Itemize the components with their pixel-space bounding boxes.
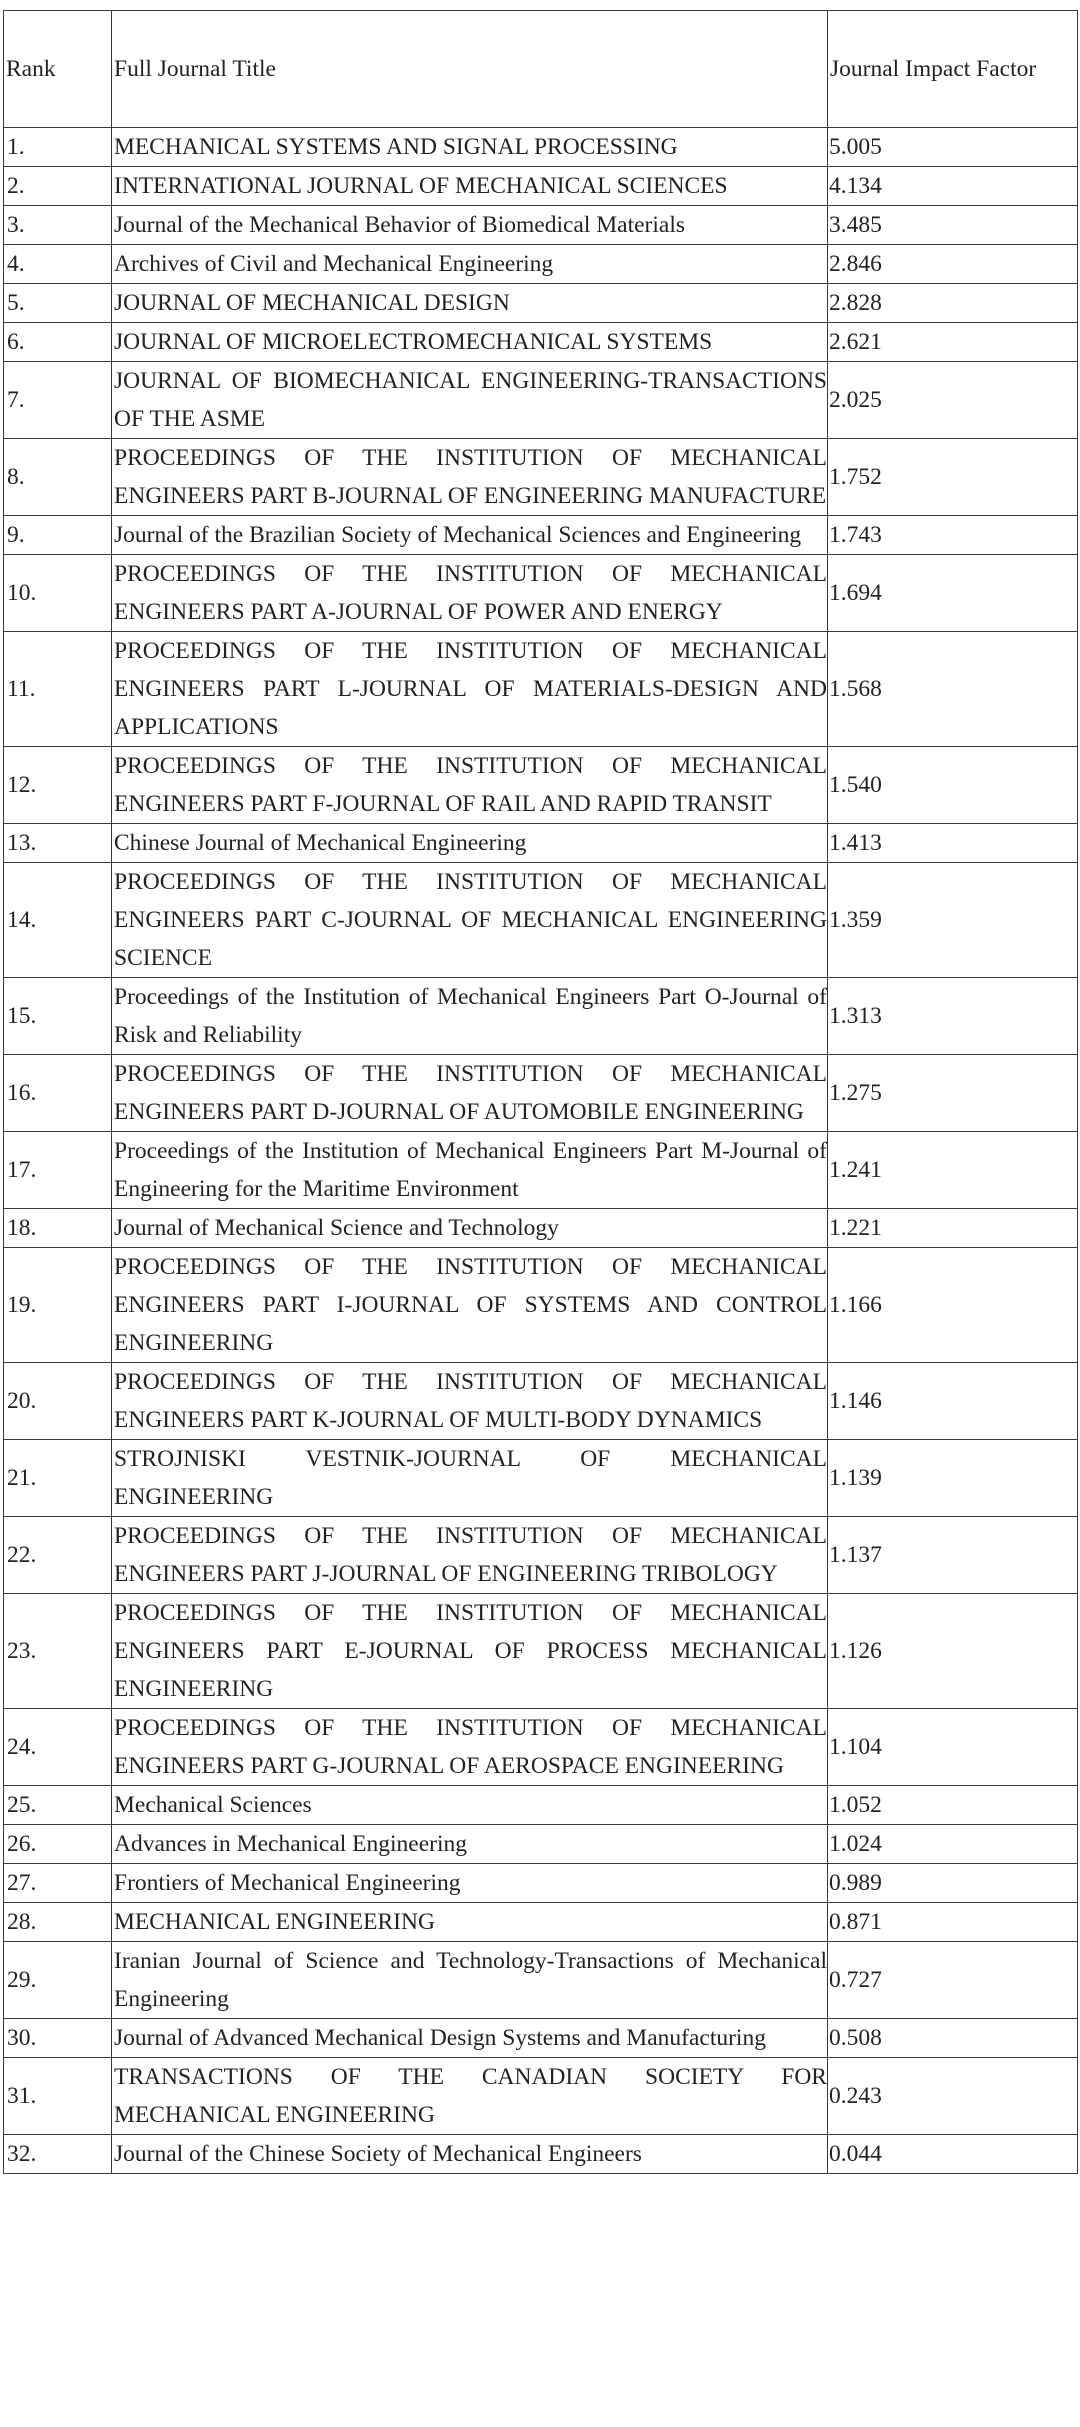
journal-title-cell: JOURNAL OF MICROELECTROMECHANICAL SYSTEMS: [112, 323, 828, 362]
table-row: [4, 206, 1078, 245]
rank-cell: 24.: [4, 1709, 112, 1786]
impact-factor-cell: 0.044: [828, 2135, 1078, 2174]
impact-factor-cell: 1.104: [828, 1709, 1078, 1786]
impact-factor-cell: 2.621: [828, 323, 1078, 362]
journal-title-cell: MECHANICAL ENGINEERING: [112, 1903, 828, 1942]
rank-cell: 18.: [4, 1209, 112, 1248]
impact-factor-cell: 1.166: [828, 1248, 1078, 1363]
impact-factor-cell: 1.275: [828, 1055, 1078, 1132]
rank-cell: 11.: [4, 632, 112, 747]
table-row: [4, 439, 1078, 516]
journal-title-cell: Proceedings of the Institution of Mechanical Engineers Part O-Journal of Risk and Reliability: [112, 978, 828, 1055]
header-full-journal-title: Full Journal Title: [112, 11, 828, 128]
journal-title-cell: PROCEEDINGS OF THE INSTITUTION OF MECHANICAL ENGINEERS PART E-JOURNAL OF PROCESS MECHANICAL ENGINEERING: [112, 1594, 828, 1709]
header-rank: Rank: [4, 11, 112, 128]
impact-factor-cell: 3.485: [828, 206, 1078, 245]
journal-title-cell: PROCEEDINGS OF THE INSTITUTION OF MECHANICAL ENGINEERS PART I-JOURNAL OF SYSTEMS AND CONTROL ENGINEERING: [112, 1248, 828, 1363]
rank-cell: 25.: [4, 1786, 112, 1825]
journal-title-cell: Journal of the Mechanical Behavior of Biomedical Materials: [112, 206, 828, 245]
journal-title-cell: PROCEEDINGS OF THE INSTITUTION OF MECHANICAL ENGINEERS PART G-JOURNAL OF AEROSPACE ENGINEERING: [112, 1709, 828, 1786]
table-row: [4, 1594, 1078, 1709]
table-row: [4, 362, 1078, 439]
table-row: [4, 1209, 1078, 1248]
impact-factor-cell: 1.313: [828, 978, 1078, 1055]
rank-cell: 13.: [4, 824, 112, 863]
rank-cell: 7.: [4, 362, 112, 439]
journal-title-cell: JOURNAL OF BIOMECHANICAL ENGINEERING-TRANSACTIONS OF THE ASME: [112, 362, 828, 439]
journal-title-cell: PROCEEDINGS OF THE INSTITUTION OF MECHANICAL ENGINEERS PART A-JOURNAL OF POWER AND ENERGY: [112, 555, 828, 632]
table-row: [4, 824, 1078, 863]
table-row: [4, 1786, 1078, 1825]
header-journal-impact-factor: Journal Impact Factor: [828, 11, 1078, 128]
journal-title-cell: JOURNAL OF MECHANICAL DESIGN: [112, 284, 828, 323]
rank-cell: 10.: [4, 555, 112, 632]
impact-factor-cell: 0.989: [828, 1864, 1078, 1903]
impact-factor-cell: 1.146: [828, 1363, 1078, 1440]
impact-factor-cell: 1.743: [828, 516, 1078, 555]
header-row: [4, 11, 1078, 128]
rank-cell: 31.: [4, 2058, 112, 2135]
journal-title-cell: TRANSACTIONS OF THE CANADIAN SOCIETY FOR MECHANICAL ENGINEERING: [112, 2058, 828, 2135]
table-row: [4, 128, 1078, 167]
journal-title-cell: PROCEEDINGS OF THE INSTITUTION OF MECHANICAL ENGINEERS PART F-JOURNAL OF RAIL AND RAPID TRANSIT: [112, 747, 828, 824]
journal-title-cell: Journal of the Chinese Society of Mechanical Engineers: [112, 2135, 828, 2174]
rank-cell: 28.: [4, 1903, 112, 1942]
impact-factor-cell: 2.025: [828, 362, 1078, 439]
rank-cell: 22.: [4, 1517, 112, 1594]
rank-cell: 2.: [4, 167, 112, 206]
impact-factor-cell: 2.828: [828, 284, 1078, 323]
impact-factor-cell: 1.139: [828, 1440, 1078, 1517]
impact-factor-cell: 1.221: [828, 1209, 1078, 1248]
journal-title-cell: STROJNISKI VESTNIK-JOURNAL OF MECHANICAL ENGINEERING: [112, 1440, 828, 1517]
journal-title-cell: Archives of Civil and Mechanical Engineering: [112, 245, 828, 284]
journal-title-cell: Frontiers of Mechanical Engineering: [112, 1864, 828, 1903]
table-row: [4, 167, 1078, 206]
table-row: [4, 747, 1078, 824]
journal-ranking-table: [3, 10, 1078, 2174]
journal-title-cell: PROCEEDINGS OF THE INSTITUTION OF MECHANICAL ENGINEERS PART L-JOURNAL OF MATERIALS-DESIGN AND APPLICATIONS: [112, 632, 828, 747]
rank-cell: 30.: [4, 2019, 112, 2058]
rank-cell: 1.: [4, 128, 112, 167]
impact-factor-cell: 1.540: [828, 747, 1078, 824]
rank-cell: 3.: [4, 206, 112, 245]
table-row: [4, 863, 1078, 978]
journal-title-cell: Journal of Advanced Mechanical Design Systems and Manufacturing: [112, 2019, 828, 2058]
rank-cell: 26.: [4, 1825, 112, 1864]
journal-title-cell: PROCEEDINGS OF THE INSTITUTION OF MECHANICAL ENGINEERS PART B-JOURNAL OF ENGINEERING MANUFACTURE: [112, 439, 828, 516]
impact-factor-cell: 1.694: [828, 555, 1078, 632]
table-row: [4, 516, 1078, 555]
impact-factor-cell: 1.752: [828, 439, 1078, 516]
rank-cell: 15.: [4, 978, 112, 1055]
impact-factor-cell: 1.137: [828, 1517, 1078, 1594]
table-row: [4, 2135, 1078, 2174]
rank-cell: 4.: [4, 245, 112, 284]
rank-cell: 27.: [4, 1864, 112, 1903]
journal-title-cell: PROCEEDINGS OF THE INSTITUTION OF MECHANICAL ENGINEERS PART C-JOURNAL OF MECHANICAL ENGINEERING SCIENCE: [112, 863, 828, 978]
impact-factor-cell: 5.005: [828, 128, 1078, 167]
journal-title-cell: PROCEEDINGS OF THE INSTITUTION OF MECHANICAL ENGINEERS PART K-JOURNAL OF MULTI-BODY DYNAMICS: [112, 1363, 828, 1440]
table-row: [4, 1517, 1078, 1594]
table-row: [4, 1248, 1078, 1363]
table-row: [4, 1825, 1078, 1864]
rank-cell: 5.: [4, 284, 112, 323]
impact-factor-cell: 1.359: [828, 863, 1078, 978]
impact-factor-cell: 1.052: [828, 1786, 1078, 1825]
journal-title-cell: PROCEEDINGS OF THE INSTITUTION OF MECHANICAL ENGINEERS PART J-JOURNAL OF ENGINEERING TRIBOLOGY: [112, 1517, 828, 1594]
rank-cell: 9.: [4, 516, 112, 555]
journal-title-cell: MECHANICAL SYSTEMS AND SIGNAL PROCESSING: [112, 128, 828, 167]
rank-cell: 14.: [4, 863, 112, 978]
table-row: [4, 245, 1078, 284]
table-row: [4, 632, 1078, 747]
table-body: [4, 128, 1078, 2174]
table-row: [4, 1363, 1078, 1440]
table-row: [4, 1709, 1078, 1786]
journal-title-cell: Iranian Journal of Science and Technology-Transactions of Mechanical Engineering: [112, 1942, 828, 2019]
rank-cell: 21.: [4, 1440, 112, 1517]
impact-factor-cell: 0.243: [828, 2058, 1078, 2135]
table-row: [4, 1440, 1078, 1517]
rank-cell: 12.: [4, 747, 112, 824]
journal-title-cell: Advances in Mechanical Engineering: [112, 1825, 828, 1864]
table-row: [4, 2019, 1078, 2058]
impact-factor-cell: 1.568: [828, 632, 1078, 747]
impact-factor-cell: 0.871: [828, 1903, 1078, 1942]
table-row: [4, 323, 1078, 362]
rank-cell: 32.: [4, 2135, 112, 2174]
impact-factor-cell: 2.846: [828, 245, 1078, 284]
rank-cell: 19.: [4, 1248, 112, 1363]
impact-factor-cell: 1.024: [828, 1825, 1078, 1864]
table-row: [4, 1132, 1078, 1209]
rank-cell: 17.: [4, 1132, 112, 1209]
rank-cell: 23.: [4, 1594, 112, 1709]
rank-cell: 29.: [4, 1942, 112, 2019]
table-header: [4, 11, 1078, 128]
rank-cell: 8.: [4, 439, 112, 516]
journal-title-cell: Chinese Journal of Mechanical Engineering: [112, 824, 828, 863]
impact-factor-cell: 1.126: [828, 1594, 1078, 1709]
journal-title-cell: Mechanical Sciences: [112, 1786, 828, 1825]
table-row: [4, 978, 1078, 1055]
table-row: [4, 555, 1078, 632]
table-row: [4, 1903, 1078, 1942]
journal-title-cell: Journal of the Brazilian Society of Mechanical Sciences and Engineering: [112, 516, 828, 555]
impact-factor-cell: 1.413: [828, 824, 1078, 863]
journal-title-cell: PROCEEDINGS OF THE INSTITUTION OF MECHANICAL ENGINEERS PART D-JOURNAL OF AUTOMOBILE ENGINEERING: [112, 1055, 828, 1132]
journal-title-cell: Journal of Mechanical Science and Technology: [112, 1209, 828, 1248]
impact-factor-cell: 4.134: [828, 167, 1078, 206]
impact-factor-cell: 1.241: [828, 1132, 1078, 1209]
table-row: [4, 1864, 1078, 1903]
table-row: [4, 284, 1078, 323]
rank-cell: 6.: [4, 323, 112, 362]
impact-factor-cell: 0.508: [828, 2019, 1078, 2058]
rank-cell: 20.: [4, 1363, 112, 1440]
journal-title-cell: INTERNATIONAL JOURNAL OF MECHANICAL SCIENCES: [112, 167, 828, 206]
impact-factor-cell: 0.727: [828, 1942, 1078, 2019]
rank-cell: 16.: [4, 1055, 112, 1132]
table-row: [4, 1055, 1078, 1132]
journal-title-cell: Proceedings of the Institution of Mechanical Engineers Part M-Journal of Engineering for the Maritime Environment: [112, 1132, 828, 1209]
table-row: [4, 1942, 1078, 2019]
table-row: [4, 2058, 1078, 2135]
